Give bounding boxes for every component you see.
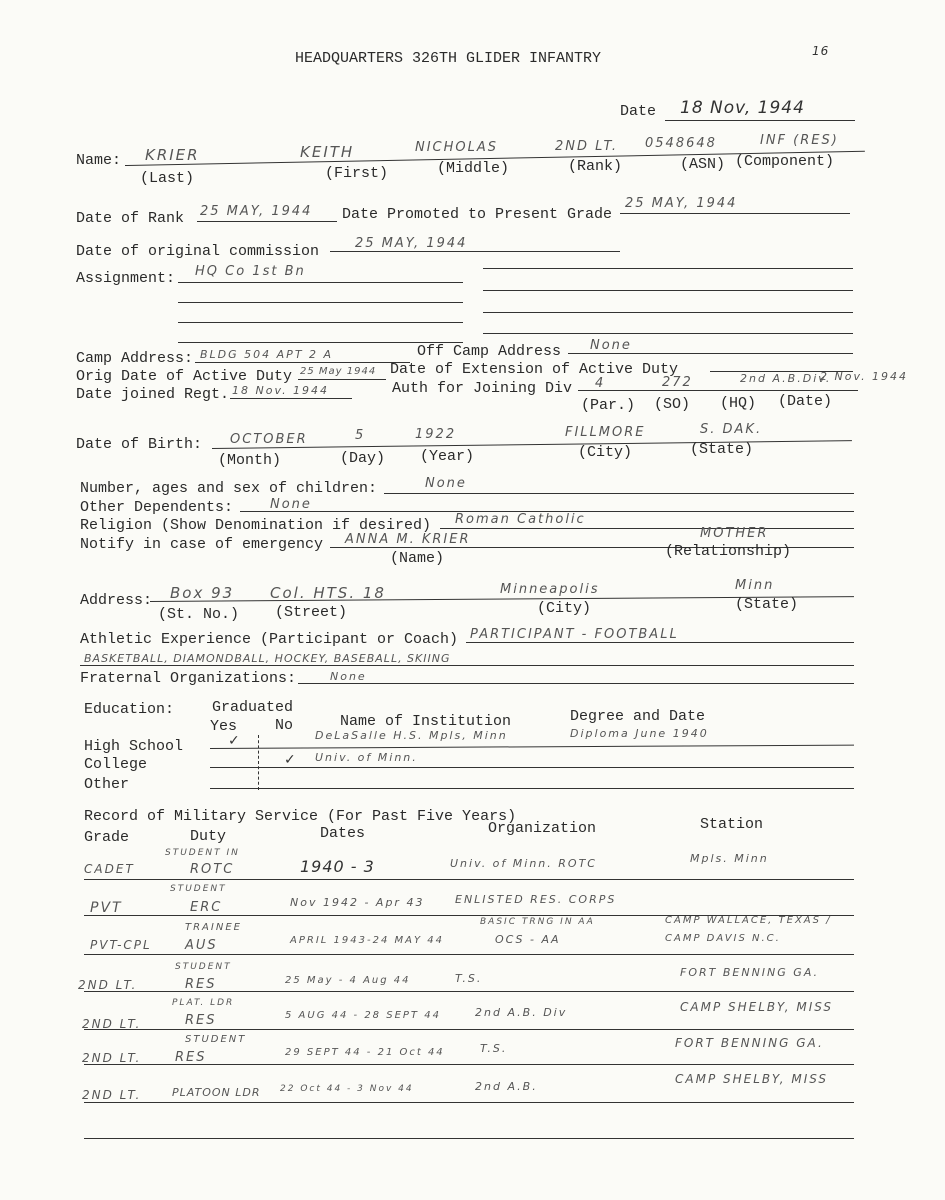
emergency-label: Notify in case of emergency [80, 536, 324, 553]
cap-name: (Name) [390, 550, 445, 567]
col-station: Station [700, 816, 764, 833]
date-line [665, 120, 855, 121]
mil-grade: 2ND LT. [82, 1088, 142, 1102]
mil-org: 2nd A.B. [475, 1080, 538, 1093]
mil-dates: APRIL 1943-24 MAY 44 [290, 935, 444, 946]
assignment-line-7 [483, 312, 853, 313]
assignment-line-2 [178, 302, 463, 303]
promoted-label: Date Promoted to Present Grade [342, 206, 613, 223]
cap-street: (Street) [275, 604, 348, 621]
assignment-value: HQ Co 1st Bn [195, 264, 306, 279]
birth-day: 5 [355, 428, 366, 443]
birth-city: FILLMORE [565, 425, 646, 440]
dependents-label: Other Dependents: [80, 499, 234, 516]
cap-so: (SO) [654, 396, 691, 413]
cap-last: (Last) [140, 170, 195, 187]
assignment-label: Assignment: [76, 270, 176, 287]
education-institution: Name of Institution [340, 713, 512, 730]
commission-line [330, 251, 620, 252]
cap-hq: (HQ) [720, 395, 757, 412]
education-graduated: Graduated [212, 699, 294, 716]
mil-dates: 5 AUG 44 - 28 SEPT 44 [285, 1010, 441, 1021]
edu-college-line [210, 767, 854, 768]
joined-label: Date joined Regt. [76, 386, 230, 403]
religion-value: Roman Catholic [455, 512, 586, 527]
col-dates: Dates [320, 825, 366, 842]
edu-level-other: Other [84, 776, 130, 793]
mil-duty: RES [185, 977, 217, 992]
name-last: KRIER [145, 146, 200, 164]
education-degree: Degree and Date [570, 708, 706, 725]
mil-station: CAMP SHELBY, MISS [675, 1072, 829, 1086]
name-first: KEITH [300, 143, 355, 161]
education-label: Education: [84, 701, 175, 718]
col-grade: Grade [84, 829, 130, 846]
joined-value: 18 Nov. 1944 [232, 384, 330, 397]
assignment-line-1 [178, 282, 463, 283]
auth-hq: 2nd A.B.Div. [740, 372, 832, 385]
address-label: Address: [80, 592, 153, 609]
assignment-line-3 [178, 322, 463, 323]
religion-line [440, 528, 854, 529]
name-rank: 2ND LT. [555, 139, 619, 154]
athletic-label: Athletic Experience (Participant or Coach) [80, 631, 459, 648]
fraternal-line [298, 683, 854, 684]
camp-value: BLDG 504 APT 2 A [200, 348, 334, 361]
auth-line [578, 390, 858, 391]
mil-duty: AUS [185, 938, 218, 953]
form-title: HEADQUARTERS 326TH GLIDER INFANTRY [295, 50, 602, 67]
joined-line [230, 398, 352, 399]
col-organization: Organization [488, 820, 597, 837]
mil-org: Univ. of Minn. ROTC [450, 857, 597, 870]
mil-duty: PLATOON LDR [172, 1086, 261, 1099]
athletic-underline-2 [80, 665, 854, 666]
birth-line [212, 440, 852, 449]
auth-date: 2 Nov. 1944 [820, 370, 909, 383]
assignment-line-6 [483, 290, 853, 291]
name-component: INF (RES) [760, 133, 839, 148]
mil-org: ENLISTED RES. CORPS [455, 893, 617, 906]
mil-station: Mpls. Minn [690, 852, 769, 865]
birth-month: OCTOBER [230, 432, 308, 447]
name-label: Name: [76, 152, 122, 169]
mil-duty-top: STUDENT [175, 962, 232, 972]
mil-station: FORT BENNING GA. [675, 1036, 824, 1050]
mil-duty-top: STUDENT [185, 1034, 247, 1045]
address-street: Col. HTS. 18 [270, 584, 386, 602]
commission-label: Date of original commission [76, 243, 320, 260]
military-label: Record of Military Service (For Past Five Years) [84, 808, 517, 825]
birth-year: 1922 [415, 427, 457, 442]
cap-st-no: (St. No.) [158, 606, 240, 623]
mil-dates: 1940 - 3 [300, 857, 375, 876]
name-asn: 0548648 [645, 136, 717, 151]
commission-value: 25 MAY, 1944 [355, 236, 468, 251]
address-state: Minn [735, 578, 775, 593]
cap-rank: (Rank) [568, 158, 623, 175]
auth-label: Auth for Joining Div [392, 380, 573, 397]
active-orig-value: 25 May 1944 [300, 366, 377, 377]
mil-grade: CADET [84, 862, 135, 876]
religion-label: Religion (Show Denomination if desired) [80, 517, 432, 534]
col-duty: Duty [190, 828, 227, 845]
mil-duty-top: STUDENT [170, 884, 227, 894]
cap-day: (Day) [340, 450, 386, 467]
edu-college-no: ✓ [284, 752, 297, 768]
cap-city: (City) [578, 444, 633, 461]
edu-hs-institution: DeLaSalle H.S. Mpls, Minn [315, 729, 508, 742]
mil-duty: RES [175, 1050, 207, 1065]
mil-station: CAMP SHELBY, MISS [680, 1000, 834, 1014]
mil-org: T.S. [455, 972, 483, 985]
mil-row-line [84, 879, 854, 880]
active-orig-label: Orig Date of Active Duty [76, 368, 293, 385]
mil-dates: 29 SEPT 44 - 21 Oct 44 [285, 1047, 445, 1058]
assignment-line-8 [483, 333, 853, 334]
name-middle: NICHOLAS [415, 140, 499, 155]
assignment-line-5 [483, 268, 853, 269]
address-city: Minneapolis [500, 582, 600, 597]
mil-grade: PVT [90, 900, 123, 916]
fraternal-value: None [330, 670, 367, 683]
cap-first: (First) [325, 165, 389, 182]
address-st-no: Box 93 [170, 584, 235, 602]
off-camp-line [568, 353, 853, 354]
children-value: None [425, 476, 467, 491]
children-line [384, 493, 854, 494]
rank-value: 25 MAY, 1944 [200, 204, 313, 219]
mil-row-line [84, 1029, 854, 1030]
dependents-value: None [270, 497, 312, 512]
athletic-line-2: BASKETBALL, DIAMONDBALL, HOCKEY, BASEBALL, SKIING [84, 652, 451, 665]
fraternal-label: Fraternal Organizations: [80, 670, 297, 687]
cap-middle: (Middle) [437, 160, 510, 177]
mil-duty-top: PLAT. LDR [172, 998, 235, 1008]
cap-relationship: (Relationship) [665, 543, 792, 560]
edu-college-institution: Univ. of Minn. [315, 751, 418, 764]
cap-asn: (ASN) [680, 156, 726, 173]
camp-label: Camp Address: [76, 350, 194, 367]
camp-line [195, 362, 410, 363]
edu-divider [258, 735, 259, 790]
rank-label: Date of Rank [76, 210, 185, 227]
athletic-line-1: PARTICIPANT - FOOTBALL [470, 627, 679, 642]
birth-state: S. DAK. [700, 422, 763, 437]
mil-dates: 22 Oct 44 - 3 Nov 44 [280, 1084, 414, 1094]
mil-duty-top: TRAINEE [185, 922, 242, 933]
date-value: 18 Nov, 1944 [680, 98, 805, 118]
mil-dates: Nov 1942 - Apr 43 [290, 896, 425, 909]
mil-grade: 2ND LT. [78, 978, 138, 992]
emergency-relationship: MOTHER [700, 526, 769, 541]
mil-duty: ERC [190, 900, 223, 915]
mil-row-line [84, 1102, 854, 1103]
mil-row-line [84, 1138, 854, 1139]
edu-level-high-school: High School [84, 738, 184, 755]
mil-station: FORT BENNING GA. [680, 966, 820, 979]
page-mark: 16 [812, 44, 830, 58]
mil-row-line [84, 954, 854, 955]
mil-dates: 25 May - 4 Aug 44 [285, 975, 411, 986]
education-yes: Yes [210, 718, 238, 735]
edu-hs-line [210, 745, 854, 749]
promoted-line [620, 213, 850, 214]
cap-year: (Year) [420, 448, 475, 465]
birth-label: Date of Birth: [76, 436, 203, 453]
date-label: Date [620, 103, 657, 120]
mil-org: 2nd A.B. Div [475, 1006, 568, 1019]
cap-component: (Component) [735, 153, 835, 170]
cap-month: (Month) [218, 452, 282, 469]
edu-hs-yes: ✓ [228, 733, 241, 749]
active-orig-line [298, 379, 386, 380]
auth-par: 4 [595, 376, 606, 391]
rank-line [197, 221, 337, 222]
cap-date: (Date) [778, 393, 833, 410]
cap-state-2: (State) [735, 596, 799, 613]
promoted-value: 25 MAY, 1944 [625, 196, 738, 211]
mil-grade: 2ND LT. [82, 1051, 142, 1065]
mil-org-top: BASIC TRNG IN AA [480, 917, 595, 927]
active-ext-label: Date of Extension of Active Duty [390, 361, 679, 378]
cap-city-2: (City) [537, 600, 592, 617]
mil-row-line [84, 1064, 854, 1065]
edu-hs-degree: Diploma June 1940 [570, 727, 709, 740]
edu-level-college: College [84, 756, 148, 773]
edu-other-line [210, 788, 854, 789]
off-camp-label: Off Camp Address [417, 343, 562, 360]
mil-org: OCS - AA [495, 933, 561, 946]
athletic-underline-1 [466, 642, 854, 643]
mil-duty: ROTC [190, 862, 235, 877]
mil-station: CAMP WALLACE, TEXAS / CAMP DAVIS N.C. [665, 915, 832, 944]
auth-so: 272 [662, 375, 693, 390]
mil-org: T.S. [480, 1042, 508, 1055]
mil-row-line [84, 991, 854, 992]
off-camp-value: None [590, 338, 632, 353]
emergency-name: ANNA M. KRIER [345, 532, 471, 547]
cap-par: (Par.) [581, 397, 636, 414]
mil-duty: RES [185, 1013, 217, 1028]
mil-grade: PVT-CPL [90, 938, 152, 952]
mil-duty-top: STUDENT IN [165, 848, 240, 858]
education-no: No [275, 717, 294, 734]
children-label: Number, ages and sex of children: [80, 480, 378, 497]
cap-state: (State) [690, 441, 754, 458]
mil-grade: 2ND LT. [82, 1017, 142, 1031]
